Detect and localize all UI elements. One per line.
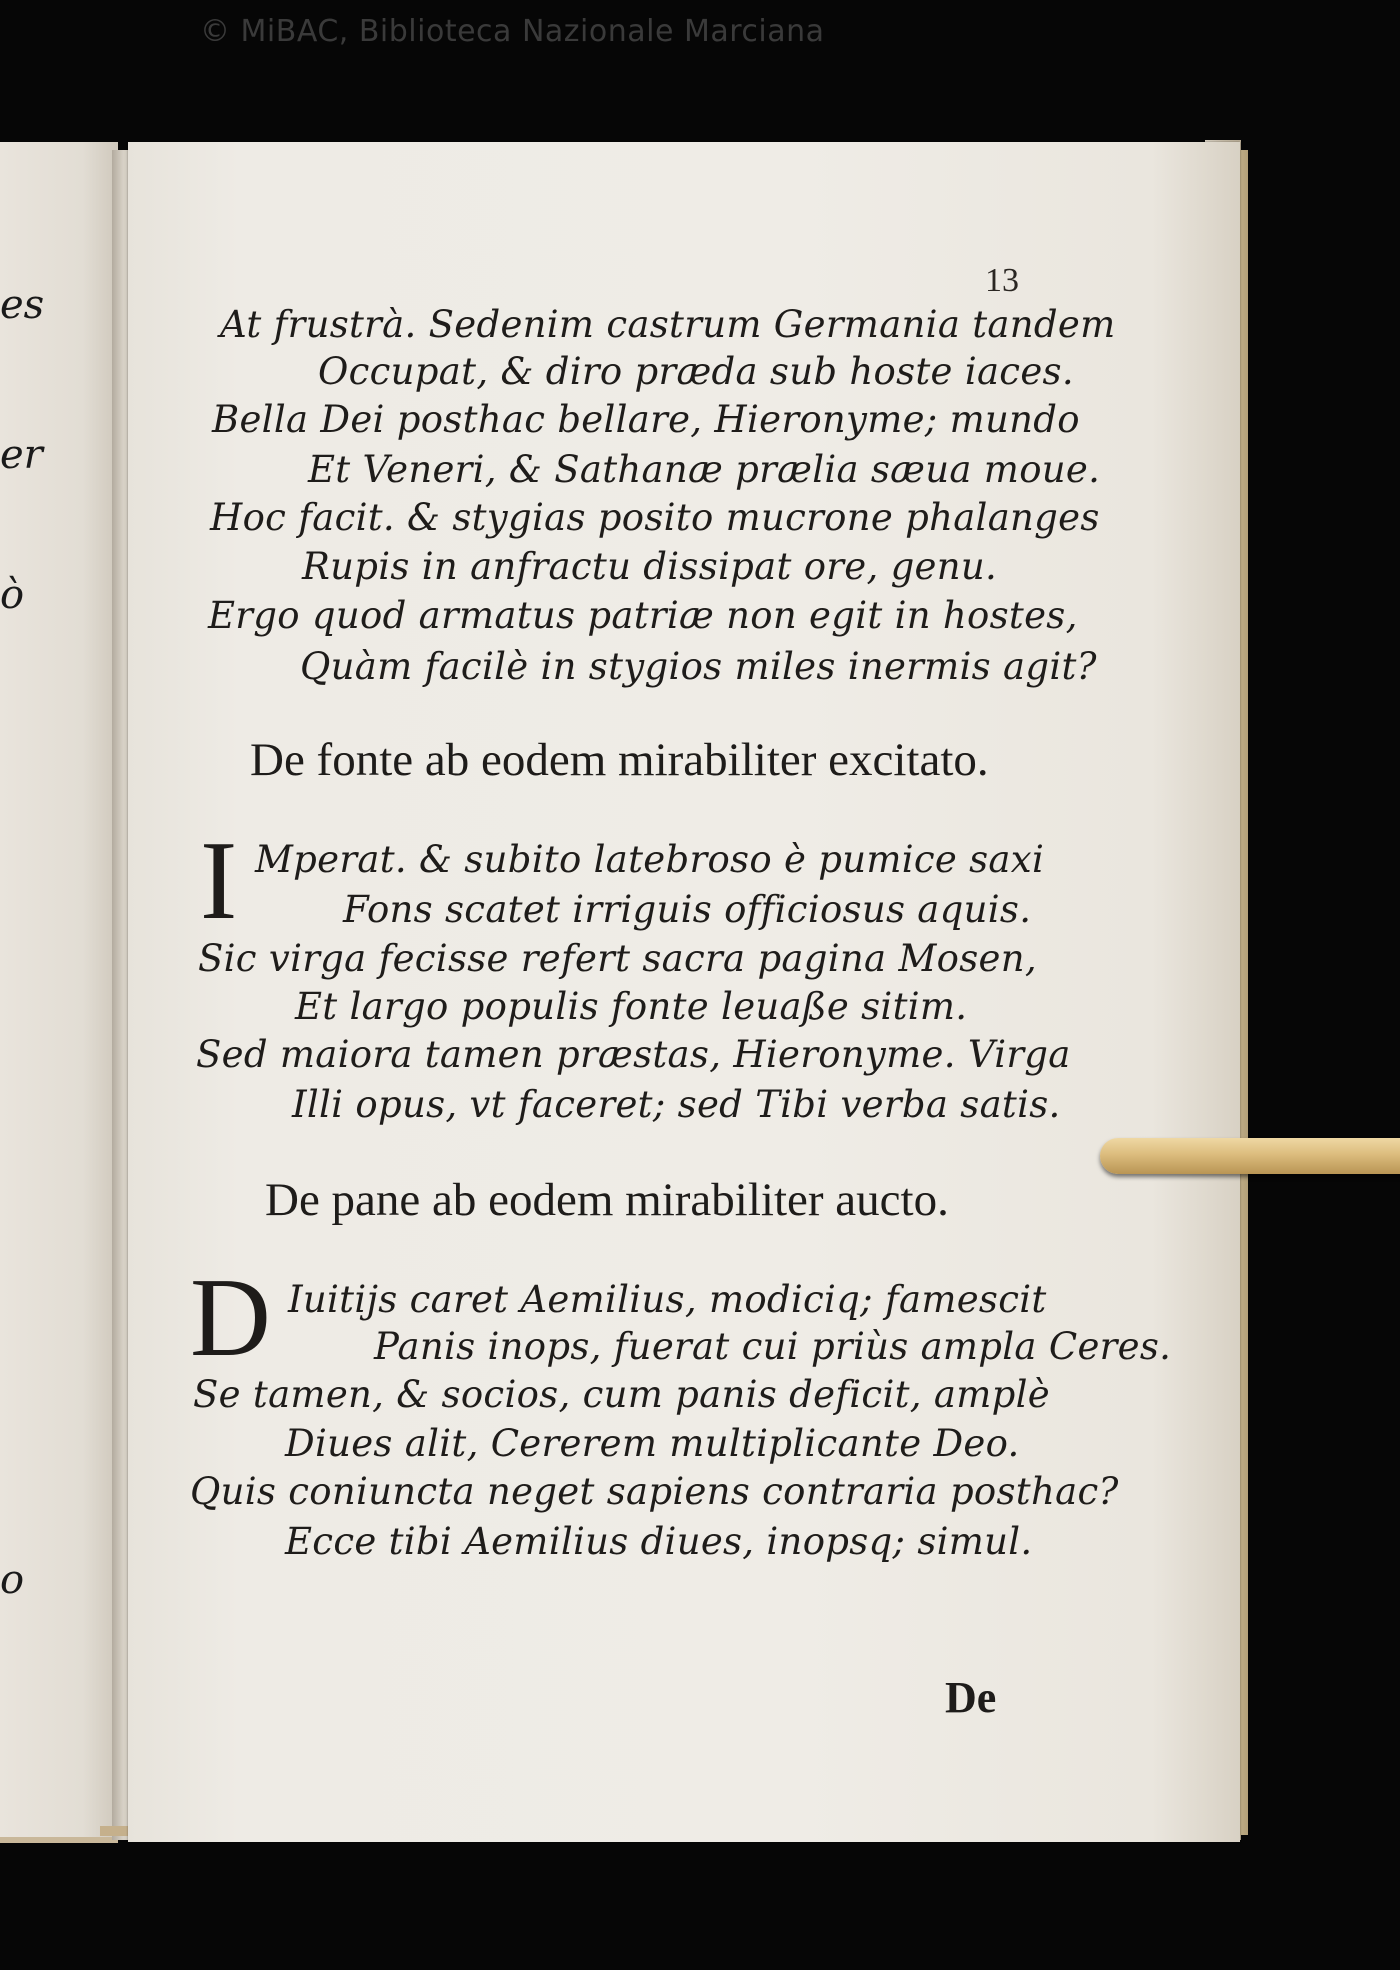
drop-cap: I [200, 819, 238, 943]
verse-line: At frustrà. Sedenim castrum Germania tandem [220, 303, 1116, 346]
watermark: © MiBAC, Biblioteca Nazionale Marciana [200, 14, 825, 49]
section-heading: De fonte ab eodem mirabiliter excitato. [250, 734, 989, 786]
verse-line: Rupis in anfractu dissipat ore, genu. [302, 545, 998, 588]
left-page-fragment: es [0, 282, 45, 328]
page-number: 13 [985, 262, 1019, 299]
verse-line: Occupat, & diro præda sub hoste iaces. [318, 350, 1074, 393]
verse-line: Hoc facit. & stygias posito mucrone phalanges [210, 496, 1100, 539]
verse-line: Bella Dei posthac bellare, Hieronyme; mundo [212, 398, 1080, 441]
verse-line: Illi opus, vt faceret; sed Tibi verba satis. [292, 1083, 1061, 1126]
verse-line: Mperat. & subito latebroso è pumice saxi [255, 838, 1045, 881]
verse-line: Quis coniuncta neget sapiens contraria posthac? [190, 1470, 1119, 1513]
left-page-fragment: ò [0, 572, 25, 618]
verse-line: Ergo quod armatus patriæ non egit in hostes, [208, 594, 1078, 637]
verse-line: Sic virga fecisse refert sacra pagina Mosen, [198, 937, 1037, 980]
left-page-fragment: o [0, 1557, 25, 1603]
verse-line: Fons scatet irriguis officiosus aquis. [343, 888, 1032, 931]
verse-line: Iuitijs caret Aemilius, modiciq; famescit [288, 1278, 1047, 1321]
verse-line: Ecce tibi Aemilius diues, inopsq; simul. [285, 1520, 1033, 1563]
verse-line: Et largo populis fonte leuaße sitim. [295, 985, 968, 1028]
verse-line: Et Veneri, & Sathanæ prælia sæua moue. [308, 448, 1101, 491]
wooden-pointer-stick [1100, 1138, 1400, 1174]
left-page [0, 142, 118, 1843]
verse-line: Quàm facilè in stygios miles inermis agit? [300, 645, 1097, 688]
verse-line: Se tamen, & socios, cum panis deficit, amplè [193, 1373, 1050, 1416]
drop-cap: D [190, 1256, 271, 1380]
verse-line: Diues alit, Cererem multiplicante Deo. [285, 1422, 1020, 1465]
verse-line: Sed maiora tamen præstas, Hieronyme. Virga [196, 1033, 1071, 1076]
section-heading: De pane ab eodem mirabiliter aucto. [265, 1174, 949, 1226]
left-page-fragment: er [0, 432, 43, 478]
verse-line: Panis inops, fuerat cui priùs ampla Ceres. [374, 1325, 1172, 1368]
catchword: De [945, 1673, 997, 1722]
